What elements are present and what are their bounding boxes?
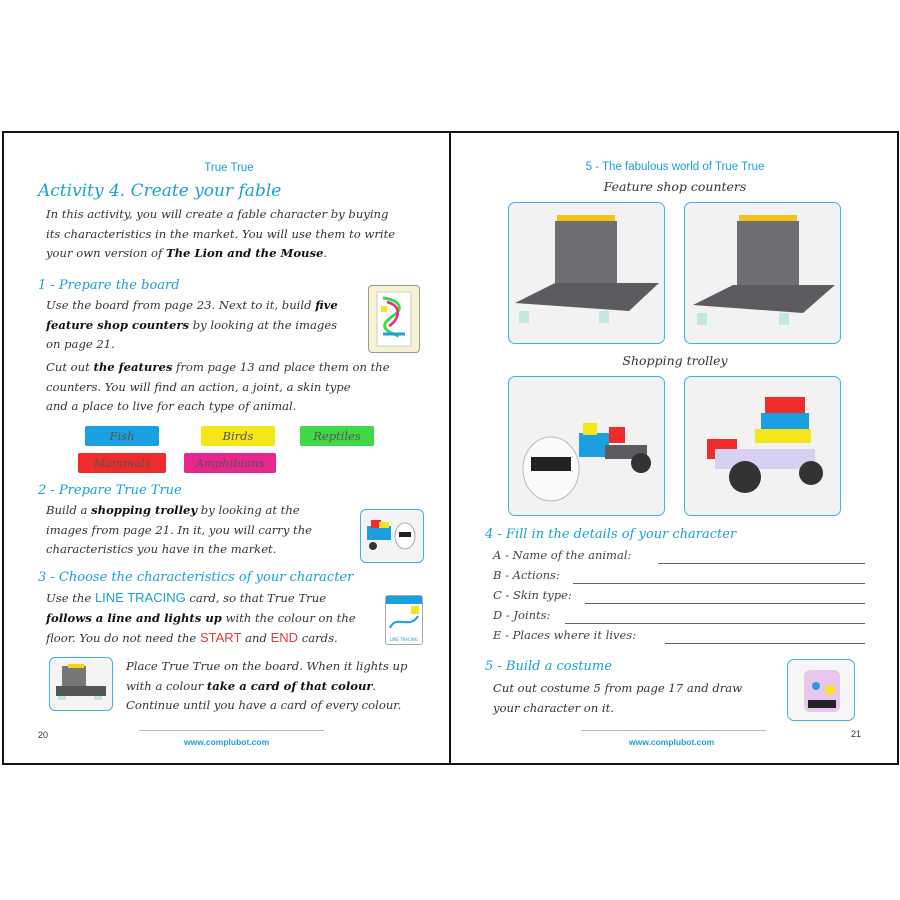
- shop-counter-photo-1: [508, 202, 665, 344]
- form-line[interactable]: [585, 603, 865, 604]
- footer-rule: [581, 730, 766, 731]
- trolley-photo-1: [508, 376, 665, 516]
- section-1-heading: 1 - Prepare the board: [38, 278, 180, 293]
- page-header: True True: [204, 162, 254, 174]
- form-row-places: E - Places where it lives:: [493, 628, 865, 646]
- costume-illustration: [788, 660, 855, 721]
- board-robot-illustration: [50, 658, 112, 710]
- label-fish: Fish: [85, 426, 159, 446]
- form-line[interactable]: [565, 623, 865, 624]
- trolley-illustration: [509, 377, 665, 516]
- board-illustration: [369, 286, 419, 352]
- section-1-text-2: Cut out the features from page 13 and place them on the counters. You will find an action, a joint, a skin type and a place to live for each type of animal.: [46, 360, 390, 413]
- section-3-text: Use the LINE TRACING card, so that True True follows a line and lights up with the colour on the floor. You do not need the START and END cards.: [46, 590, 356, 645]
- section-1-text: Use the board from page 23. Next to it, build five feature shop counters by looking at the images on page 21.: [46, 298, 338, 351]
- caption-shop-counters: Feature shop counters: [603, 179, 747, 194]
- form-row-actions: B - Actions:: [493, 568, 865, 586]
- page-header: 5 - The fabulous world of True True: [585, 161, 765, 173]
- footer-url: www.complubot.com: [629, 737, 715, 747]
- form-row-name: A - Name of the animal:: [493, 548, 865, 566]
- line-path-icon: [386, 610, 422, 634]
- caption-shopping-trolley: Shopping trolley: [622, 353, 728, 368]
- page-number: 20: [38, 730, 49, 740]
- activity-title: Activity 4. Create your fable: [38, 181, 282, 201]
- board-robot-thumbnail: [49, 657, 113, 711]
- line-tracing-card: [385, 595, 423, 645]
- costume-photo: [787, 659, 855, 721]
- card-stripe: [386, 596, 422, 604]
- section-2-heading: 2 - Prepare True True: [38, 483, 182, 498]
- page-number: 21: [851, 729, 862, 739]
- card-label: LINE TRACING: [390, 637, 418, 642]
- section-2-text: Build a shopping trolley by looking at the images from page 21. In it, you will carry the characteristics you have in the market.: [46, 503, 313, 556]
- intro-text: In this activity, you will create a fable character by buying its characteristics in the market. You will use them to write your own version of The Lion and the Mouse.: [46, 207, 396, 260]
- section-3-heading: 3 - Choose the characteristics of your character: [38, 570, 354, 585]
- trolley-photo-2: [684, 376, 841, 516]
- label-mammals: Mammals: [78, 453, 166, 473]
- label-reptiles: Reptiles: [300, 426, 374, 446]
- section-5-heading: 5 - Build a costume: [485, 659, 612, 674]
- trolley-thumbnail: [360, 509, 424, 563]
- trolley-illustration: [685, 377, 841, 516]
- label-amphibians: Amphibians: [184, 453, 276, 473]
- left-page: [2, 131, 452, 765]
- section-4-heading: 4 - Fill in the details of your character: [485, 527, 737, 542]
- section-5-text: Cut out costume 5 from page 17 and draw your character on it.: [493, 681, 743, 715]
- right-page: [449, 131, 899, 765]
- shop-counter-illustration: [509, 203, 665, 344]
- footer-url: www.complubot.com: [184, 737, 270, 747]
- form-line[interactable]: [573, 583, 865, 584]
- form-line[interactable]: [658, 563, 865, 564]
- section-3-text-2: Place True True on the board. When it lights up with a colour take a card of that colour. Continue until you have a card of every colour.: [126, 659, 408, 712]
- board-thumbnail: [368, 285, 420, 353]
- shop-counter-photo-2: [684, 202, 841, 344]
- form-row-skin-type: C - Skin type:: [493, 588, 865, 606]
- footer-rule: [139, 730, 324, 731]
- form-line[interactable]: [665, 643, 865, 644]
- trolley-illustration: [361, 510, 423, 562]
- shop-counter-illustration: [685, 203, 841, 344]
- label-birds: Birds: [201, 426, 275, 446]
- form-row-joints: D - Joints:: [493, 608, 865, 626]
